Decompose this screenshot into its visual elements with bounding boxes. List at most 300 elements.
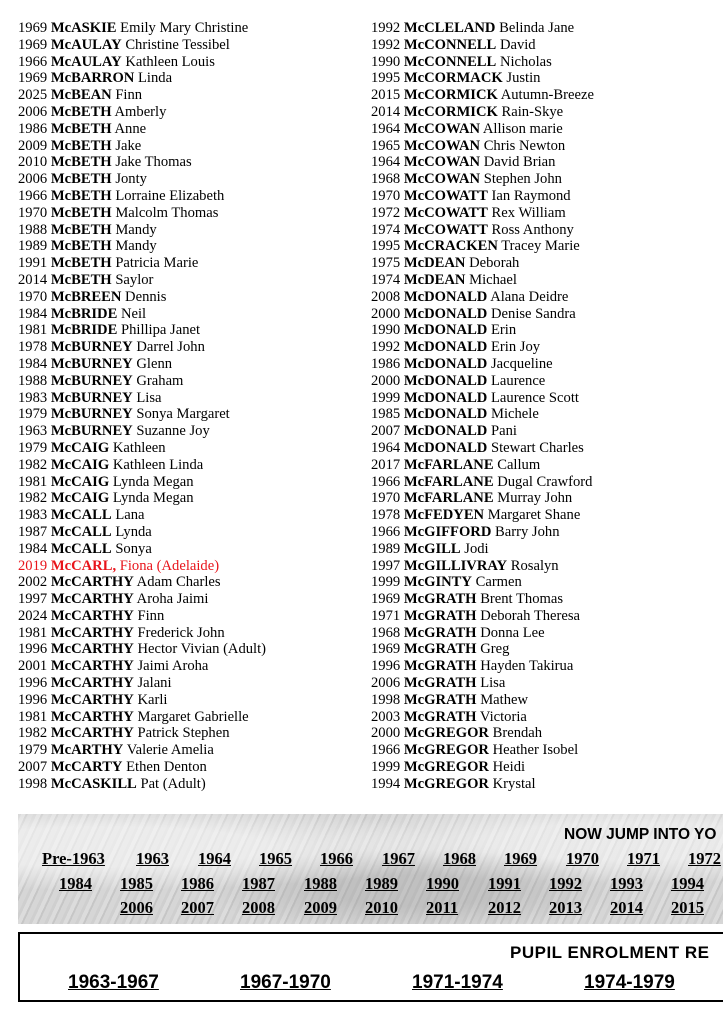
entry-given-names: Kathleen — [112, 439, 166, 456]
entry-year: 1964 — [371, 120, 401, 137]
entry-given-names: Adam Charles — [136, 574, 221, 591]
list-item — [18, 306, 266, 323]
entry-surname: McCALL — [50, 507, 112, 524]
entry-year: 1982 — [18, 490, 48, 507]
entry-year: 1966 — [371, 742, 401, 759]
entry-given-names: Brent Thomas — [480, 591, 564, 608]
year-link-1965[interactable]: 1965 — [259, 849, 292, 868]
year-link-1972[interactable]: 1972 — [688, 849, 721, 868]
list-item — [371, 625, 594, 642]
entry-surname: McCAIG — [50, 473, 110, 490]
entry-year: 1998 — [371, 691, 401, 708]
list-item — [18, 423, 266, 440]
entry-given-names: Glenn — [136, 355, 173, 372]
list-item — [371, 558, 594, 575]
entry-year: 1979 — [18, 742, 48, 759]
entry-year: 1978 — [371, 507, 401, 524]
year-link-1967[interactable]: 1967 — [382, 849, 415, 868]
entry-year: 1998 — [18, 775, 48, 792]
list-item — [18, 591, 266, 608]
entry-year: 1970 — [371, 187, 401, 204]
entry-year: 1996 — [18, 675, 48, 692]
entry-surname: McDONALD — [403, 423, 488, 440]
entry-given-names: Chris Newton — [483, 137, 566, 154]
entry-surname: McGRATH — [403, 691, 477, 708]
entry-year: 1969 — [371, 591, 401, 608]
entry-surname: McBARRON — [50, 70, 135, 87]
entry-surname: McBETH — [50, 120, 112, 137]
entry-given-names: Lynda Megan — [112, 490, 194, 507]
list-item — [18, 222, 266, 239]
entry-surname: McBETH — [50, 271, 112, 288]
list-item — [371, 222, 594, 239]
entry-surname: McCONNELL — [403, 36, 497, 53]
entry-year: 1965 — [371, 137, 401, 154]
entry-surname: McFARLANE — [403, 473, 494, 490]
entry-given-names: Michael — [469, 271, 517, 288]
list-item — [371, 20, 594, 37]
entry-surname: McASKIE — [50, 20, 117, 36]
entry-year: 1992 — [371, 20, 401, 36]
year-link-2008[interactable]: 2008 — [242, 898, 275, 917]
entry-surname: McCALL — [50, 540, 112, 557]
entry-surname: McAULAY — [50, 53, 122, 70]
entry-given-names: Margaret Shane — [487, 507, 581, 524]
entry-surname: McDONALD — [403, 355, 488, 372]
entry-given-names: Hector Vivian (Adult) — [137, 641, 267, 658]
list-item — [371, 541, 594, 558]
entry-year: 1964 — [371, 154, 401, 171]
entry-given-names: Anne — [114, 120, 147, 137]
list-item — [371, 658, 594, 675]
list-item — [371, 490, 594, 507]
list-item — [371, 457, 594, 474]
entry-given-names: Lisa — [480, 675, 506, 692]
entry-given-names: Ross Anthony — [491, 221, 574, 238]
entry-surname: McCOWAN — [403, 120, 481, 137]
year-link-1987[interactable]: 1987 — [242, 874, 275, 893]
entry-surname: McCARTY — [50, 759, 123, 776]
entry-surname: McBETH — [50, 137, 112, 154]
year-link-1964[interactable]: 1964 — [198, 849, 231, 868]
entry-year: 1984 — [18, 305, 48, 322]
entry-year: 1995 — [371, 70, 401, 87]
list-item — [371, 759, 594, 776]
entry-given-names: Darrel John — [136, 339, 205, 356]
year-link-1991[interactable]: 1991 — [488, 874, 521, 893]
entry-year: 2006 — [18, 171, 48, 188]
entry-year: 1970 — [18, 288, 48, 305]
entry-year: 1981 — [18, 322, 48, 339]
entry-given-names: Tracey Marie — [501, 238, 580, 255]
list-item — [371, 171, 594, 188]
entry-year: 1981 — [18, 624, 48, 641]
entry-surname: McCARL, — [50, 557, 117, 574]
entry-given-names: Michele — [491, 406, 539, 423]
year-link-2014[interactable]: 2014 — [610, 898, 643, 917]
entry-year: 1974 — [371, 271, 401, 288]
entry-given-names: Sonya — [115, 540, 152, 557]
entry-year: 1999 — [371, 759, 401, 776]
entry-year: 1972 — [371, 204, 401, 221]
list-item — [18, 20, 266, 37]
entry-surname: McCOWATT — [403, 221, 488, 238]
list-item — [18, 121, 266, 138]
list-item — [18, 406, 266, 423]
entry-given-names: Erin — [491, 322, 517, 339]
entry-given-names: Erin Joy — [491, 339, 541, 356]
pupil-enrolment-panel — [18, 932, 723, 1002]
list-item — [371, 507, 594, 524]
entry-surname: McBURNEY — [50, 339, 133, 356]
list-item — [18, 474, 266, 491]
entry-surname: McDONALD — [403, 288, 488, 305]
entry-surname: McDEAN — [403, 271, 466, 288]
entry-year: 1989 — [18, 238, 48, 255]
entry-year: 2008 — [371, 288, 401, 305]
list-item — [371, 776, 594, 793]
entry-surname: McGILL — [403, 540, 461, 557]
entry-year: 1970 — [371, 490, 401, 507]
list-item — [371, 692, 594, 709]
entry-surname: McBETH — [50, 255, 112, 272]
entry-surname: McCAIG — [50, 439, 110, 456]
entry-surname: McGRATH — [403, 624, 477, 641]
entry-given-names: Neil — [120, 305, 147, 322]
year-link-2013[interactable]: 2013 — [549, 898, 582, 917]
year-link-2006[interactable]: 2006 — [120, 898, 153, 917]
list-item — [371, 87, 594, 104]
entry-year: 1966 — [18, 187, 48, 204]
entry-year: 2003 — [371, 708, 401, 725]
enrolment-range-link-1967-1970[interactable]: 1967-1970 — [240, 972, 331, 993]
year-link-1966[interactable]: 1966 — [320, 849, 353, 868]
list-item — [18, 675, 266, 692]
entry-given-names: Callum — [497, 456, 541, 473]
entry-year: 1997 — [18, 591, 48, 608]
entry-surname: McGREGOR — [403, 759, 489, 776]
entry-year: 1990 — [371, 322, 401, 339]
entry-year: 1966 — [371, 523, 401, 540]
list-item — [371, 154, 594, 171]
entry-given-names: Heather Isobel — [492, 742, 579, 759]
list-item — [371, 138, 594, 155]
entry-given-names: Jodi — [464, 540, 489, 557]
year-link-1988[interactable]: 1988 — [304, 874, 337, 893]
entry-surname: McCOWAN — [403, 154, 481, 171]
entry-year: 2014 — [371, 103, 401, 120]
entry-surname: McGREGOR — [403, 775, 489, 792]
entry-surname: McBETH — [50, 204, 112, 221]
entry-surname: McBURNEY — [50, 406, 133, 423]
list-item — [18, 524, 266, 541]
entry-year: 1968 — [371, 171, 401, 188]
entry-surname: McBREEN — [50, 288, 122, 305]
entry-year: 1984 — [18, 540, 48, 557]
entry-surname: McBETH — [50, 154, 112, 171]
entry-given-names: Mandy — [115, 238, 157, 255]
list-item — [18, 692, 266, 709]
list-item — [371, 742, 594, 759]
entry-surname: McBETH — [50, 187, 112, 204]
entry-surname: McCARTHY — [50, 607, 134, 624]
entry-given-names: Jake Thomas — [115, 154, 192, 171]
list-item — [18, 289, 266, 306]
year-link-2015[interactable]: 2015 — [671, 898, 704, 917]
entry-year: 1975 — [371, 255, 401, 272]
list-item — [18, 742, 266, 759]
entry-given-names: Deborah Theresa — [480, 607, 580, 624]
list-item — [18, 608, 266, 625]
entry-given-names: Donna Lee — [480, 624, 545, 641]
entry-year: 1970 — [18, 204, 48, 221]
list-item — [18, 390, 266, 407]
list-item — [371, 641, 594, 658]
list-item — [18, 171, 266, 188]
entry-given-names: Jake — [115, 137, 142, 154]
entry-given-names: Hayden Takirua — [480, 658, 574, 675]
entry-given-names: Stephen John — [483, 171, 562, 188]
entry-surname: McCARTHY — [50, 574, 134, 591]
list-item — [18, 574, 266, 591]
list-item — [371, 390, 594, 407]
list-item — [18, 658, 266, 675]
entry-year: 1978 — [18, 339, 48, 356]
list-item — [371, 37, 594, 54]
year-link-1993[interactable]: 1993 — [610, 874, 643, 893]
year-link-1986[interactable]: 1986 — [181, 874, 214, 893]
entry-given-names: Justin — [506, 70, 541, 87]
entry-year: 1984 — [18, 355, 48, 372]
entry-year: 1969 — [18, 20, 48, 36]
year-link-1963[interactable]: 1963 — [136, 849, 169, 868]
entry-surname: McDONALD — [403, 406, 488, 423]
list-item — [371, 306, 594, 323]
year-link-2012[interactable]: 2012 — [488, 898, 521, 917]
list-item — [18, 373, 266, 390]
entry-given-names: Frederick John — [137, 624, 225, 641]
list-item — [18, 205, 266, 222]
year-link-1992[interactable]: 1992 — [549, 874, 582, 893]
entry-given-names: Ian Raymond — [491, 187, 571, 204]
entry-surname: McBETH — [50, 171, 112, 188]
entry-surname: McCORMICK — [403, 87, 498, 104]
entry-given-names: Dennis — [125, 288, 167, 305]
list-item — [371, 205, 594, 222]
list-item — [371, 440, 594, 457]
entry-given-names: Emily Mary Christine — [120, 20, 249, 36]
entry-year: 1979 — [18, 439, 48, 456]
entry-given-names: Dugal Crawford — [497, 473, 593, 490]
entry-given-names: Stewart Charles — [491, 439, 584, 456]
entry-year: 2006 — [371, 675, 401, 692]
list-item — [18, 339, 266, 356]
list-item — [18, 440, 266, 457]
list-item — [371, 121, 594, 138]
entry-given-names: Victoria — [479, 708, 527, 725]
entry-given-names: Deborah — [469, 255, 520, 272]
entry-surname: McCOWAN — [403, 137, 481, 154]
enrolment-range-link-1963-1967[interactable]: 1963-1967 — [68, 972, 159, 993]
entry-surname: McCAIG — [50, 456, 110, 473]
year-link-1969[interactable]: 1969 — [504, 849, 537, 868]
year-link-1984[interactable]: 1984 — [59, 874, 92, 893]
list-item — [18, 507, 266, 524]
enrolment-range-link-1971-1974[interactable]: 1971-1974 — [412, 972, 503, 993]
entry-year: 2006 — [18, 103, 48, 120]
list-item — [371, 289, 594, 306]
entry-year: 1981 — [18, 708, 48, 725]
entry-year: 2015 — [371, 87, 401, 104]
enrolment-list-left — [18, 20, 266, 793]
year-link-1968[interactable]: 1968 — [443, 849, 476, 868]
entry-surname: McBURNEY — [50, 389, 133, 406]
entry-given-names: Graham — [136, 372, 184, 389]
list-item — [18, 138, 266, 155]
year-link-1990[interactable]: 1990 — [426, 874, 459, 893]
entry-year: 1971 — [371, 607, 401, 624]
year-link-pre-1963[interactable]: Pre-1963 — [42, 849, 105, 868]
entry-surname: McDONALD — [403, 339, 488, 356]
entry-year: 2025 — [18, 87, 48, 104]
entry-surname: McAULAY — [50, 36, 122, 53]
entry-given-names: Carmen — [475, 574, 522, 591]
year-link-2007[interactable]: 2007 — [181, 898, 214, 917]
entry-surname: McCARTHY — [50, 624, 134, 641]
entry-surname: McBURNEY — [50, 372, 133, 389]
entry-surname: McBETH — [50, 238, 112, 255]
entry-year: 2007 — [371, 423, 401, 440]
entry-surname: McDEAN — [403, 255, 466, 272]
entry-given-names: Suzanne Joy — [136, 423, 210, 440]
entry-year: 1969 — [371, 641, 401, 658]
entry-given-names: Amberly — [114, 103, 167, 120]
list-item — [18, 255, 266, 272]
list-item — [371, 339, 594, 356]
entry-given-names: Jonty — [115, 171, 147, 188]
entry-given-names: Ethen Denton — [126, 759, 207, 776]
entry-surname: McFEDYEN — [403, 507, 485, 524]
entry-year: 1999 — [371, 389, 401, 406]
list-item — [18, 322, 266, 339]
entry-surname: McGINTY — [403, 574, 472, 591]
entry-given-names: Jacqueline — [491, 355, 553, 372]
year-link-2010[interactable]: 2010 — [365, 898, 398, 917]
entry-year: 1994 — [371, 775, 401, 792]
pupil-enrolment-title: PUPIL ENROLMENT RE — [510, 943, 710, 962]
year-link-2009[interactable]: 2009 — [304, 898, 337, 917]
list-item — [18, 104, 266, 121]
entry-given-names: Denise Sandra — [491, 305, 576, 322]
entry-year: 2007 — [18, 759, 48, 776]
entry-year: 1992 — [371, 36, 401, 53]
entry-given-names: Jalani — [137, 675, 172, 692]
year-link-2011[interactable]: 2011 — [426, 898, 459, 917]
entry-year: 2000 — [371, 372, 401, 389]
entry-year: 1982 — [18, 725, 48, 742]
entry-year: 1987 — [18, 523, 48, 540]
entry-surname: McCARTHY — [50, 591, 134, 608]
entry-year: 1991 — [18, 255, 48, 272]
entry-given-names: Laurence Scott — [491, 389, 579, 406]
entry-year: 1995 — [371, 238, 401, 255]
entry-surname: McDONALD — [403, 322, 488, 339]
list-item — [371, 524, 594, 541]
entry-given-names: Heidi — [492, 759, 526, 776]
list-item — [371, 272, 594, 289]
list-item — [371, 373, 594, 390]
year-link-1985[interactable]: 1985 — [120, 874, 153, 893]
entry-year: 1979 — [18, 406, 48, 423]
list-item — [371, 356, 594, 373]
entry-surname: McDONALD — [403, 372, 488, 389]
entry-surname: McDONALD — [403, 439, 488, 456]
entry-year: 1963 — [18, 423, 48, 440]
entry-given-names: Murray John — [497, 490, 573, 507]
list-item — [371, 70, 594, 87]
entry-given-names: Allison marie — [482, 120, 563, 137]
list-item — [371, 255, 594, 272]
entry-given-names: Rain-Skye — [501, 103, 564, 120]
year-navigation-panel — [18, 814, 723, 924]
entry-year: 1969 — [18, 70, 48, 87]
list-item — [371, 675, 594, 692]
entry-surname: McCOWAN — [403, 171, 481, 188]
entry-year: 1988 — [18, 221, 48, 238]
entry-surname: McBEAN — [50, 87, 112, 104]
entry-given-names: Finn — [115, 87, 143, 104]
entry-given-names: Lynda — [115, 523, 152, 540]
list-item — [371, 591, 594, 608]
list-item — [18, 776, 266, 793]
list-item — [371, 322, 594, 339]
entry-year: 2010 — [18, 154, 48, 171]
entry-surname: McCOWATT — [403, 204, 488, 221]
entry-given-names: Laurence — [491, 372, 546, 389]
list-item — [371, 104, 594, 121]
entry-given-names: Nicholas — [499, 53, 552, 70]
entry-surname: McBETH — [50, 103, 112, 120]
entry-year: 1986 — [18, 120, 48, 137]
enrolment-range-link-1974-1979[interactable]: 1974-1979 — [584, 972, 675, 993]
entry-year: 2017 — [371, 456, 401, 473]
year-link-1989[interactable]: 1989 — [365, 874, 398, 893]
year-link-1994[interactable]: 1994 — [671, 874, 704, 893]
list-item — [18, 457, 266, 474]
year-link-1971[interactable]: 1971 — [627, 849, 660, 868]
entry-surname: McCALL — [50, 523, 112, 540]
entry-surname: McDONALD — [403, 305, 488, 322]
list-item — [371, 238, 594, 255]
list-item — [18, 238, 266, 255]
entry-surname: McCARTHY — [50, 725, 134, 742]
list-item — [18, 272, 266, 289]
list-item — [18, 709, 266, 726]
entry-surname: McCRACKEN — [403, 238, 498, 255]
entry-year: 1996 — [18, 691, 48, 708]
list-item — [18, 37, 266, 54]
entry-year: 2002 — [18, 574, 48, 591]
entry-year: 1966 — [18, 53, 48, 70]
entry-surname: McFARLANE — [403, 456, 494, 473]
entry-given-names: Patricia Marie — [115, 255, 199, 272]
list-item — [18, 725, 266, 742]
entry-given-names: Kathleen Louis — [125, 53, 215, 70]
entry-given-names: Mandy — [115, 221, 157, 238]
list-item — [371, 474, 594, 491]
year-link-1970[interactable]: 1970 — [566, 849, 599, 868]
entry-year: 1996 — [18, 641, 48, 658]
